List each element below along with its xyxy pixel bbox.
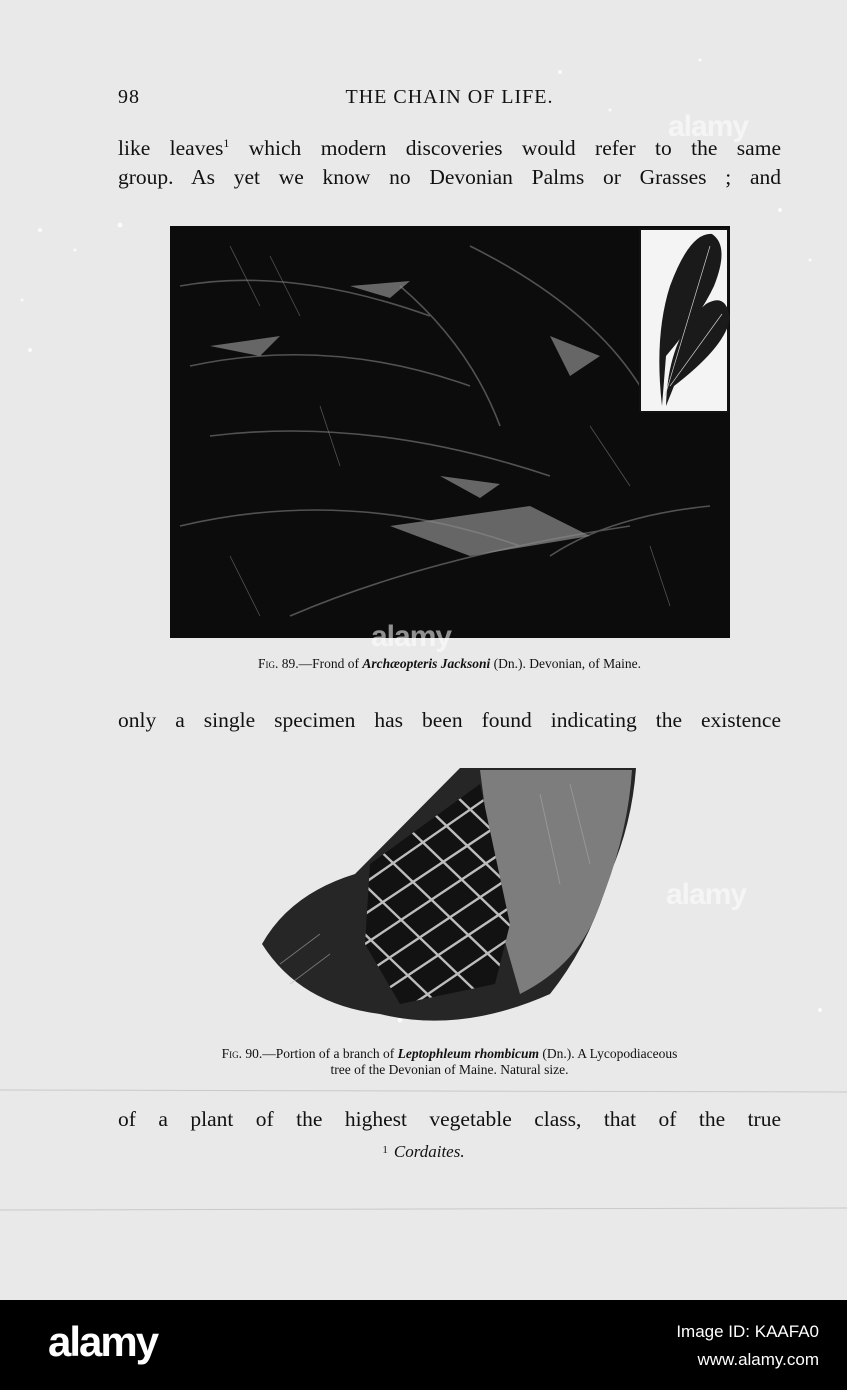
figure-90-text-end: (Dn.). A Lycopodiaceous [539, 1046, 678, 1061]
footer-meta [676, 1318, 819, 1374]
watermark: alamy [666, 878, 747, 911]
figure-90-label: Fig. 90. [221, 1046, 263, 1061]
figure-89-species: Archæopteris Jacksoni [362, 656, 491, 671]
running-title: THE CHAIN OF LIFE. [345, 86, 554, 108]
figure-90-engraving [260, 764, 640, 1034]
footnote-reference: 1 [223, 136, 230, 150]
figure-89-caption [118, 656, 781, 672]
image-id: Image ID: KAAFA0 [676, 1322, 819, 1341]
figure-90-species: Leptophleum rhombicum [397, 1046, 539, 1061]
body-line-4: of a plant of the highest vegetable class, that of the true [118, 1107, 781, 1131]
footnote-marker: 1 [382, 1144, 388, 1156]
figure-89-label: Fig. 89. [258, 656, 299, 671]
body-line-3: only a single specimen has been found indicating the existence [118, 708, 781, 732]
alamy-logo: alamy [48, 1318, 158, 1365]
body-line-1-end: which modern discoveries would refer to the same [229, 136, 781, 161]
footnote [0, 1142, 847, 1162]
footer-banner [0, 1300, 847, 1390]
figure-89-engraving [170, 226, 730, 638]
watermark: alamy [371, 620, 452, 653]
page-number: 98 [118, 86, 140, 108]
body-line-2: group. As yet we know no Devonian Palms or Grasses ; and [118, 165, 781, 189]
page-header [118, 86, 781, 112]
footnote-text: Cordaites. [393, 1142, 465, 1161]
site-url: www.alamy.com [697, 1350, 819, 1369]
figure-90-caption-line-2: tree of the Devonian of Maine. Natural size. [330, 1062, 569, 1077]
watermark: alamy [668, 110, 749, 143]
figure-90-caption [118, 1046, 781, 1062]
figure-90-text: —Portion of a branch of [262, 1046, 398, 1061]
body-line-1-start: like leaves [118, 136, 224, 161]
figure-89-text: —Frond of [298, 656, 363, 671]
figure-89-text-end: (Dn.). Devonian, of Maine. [490, 656, 641, 671]
